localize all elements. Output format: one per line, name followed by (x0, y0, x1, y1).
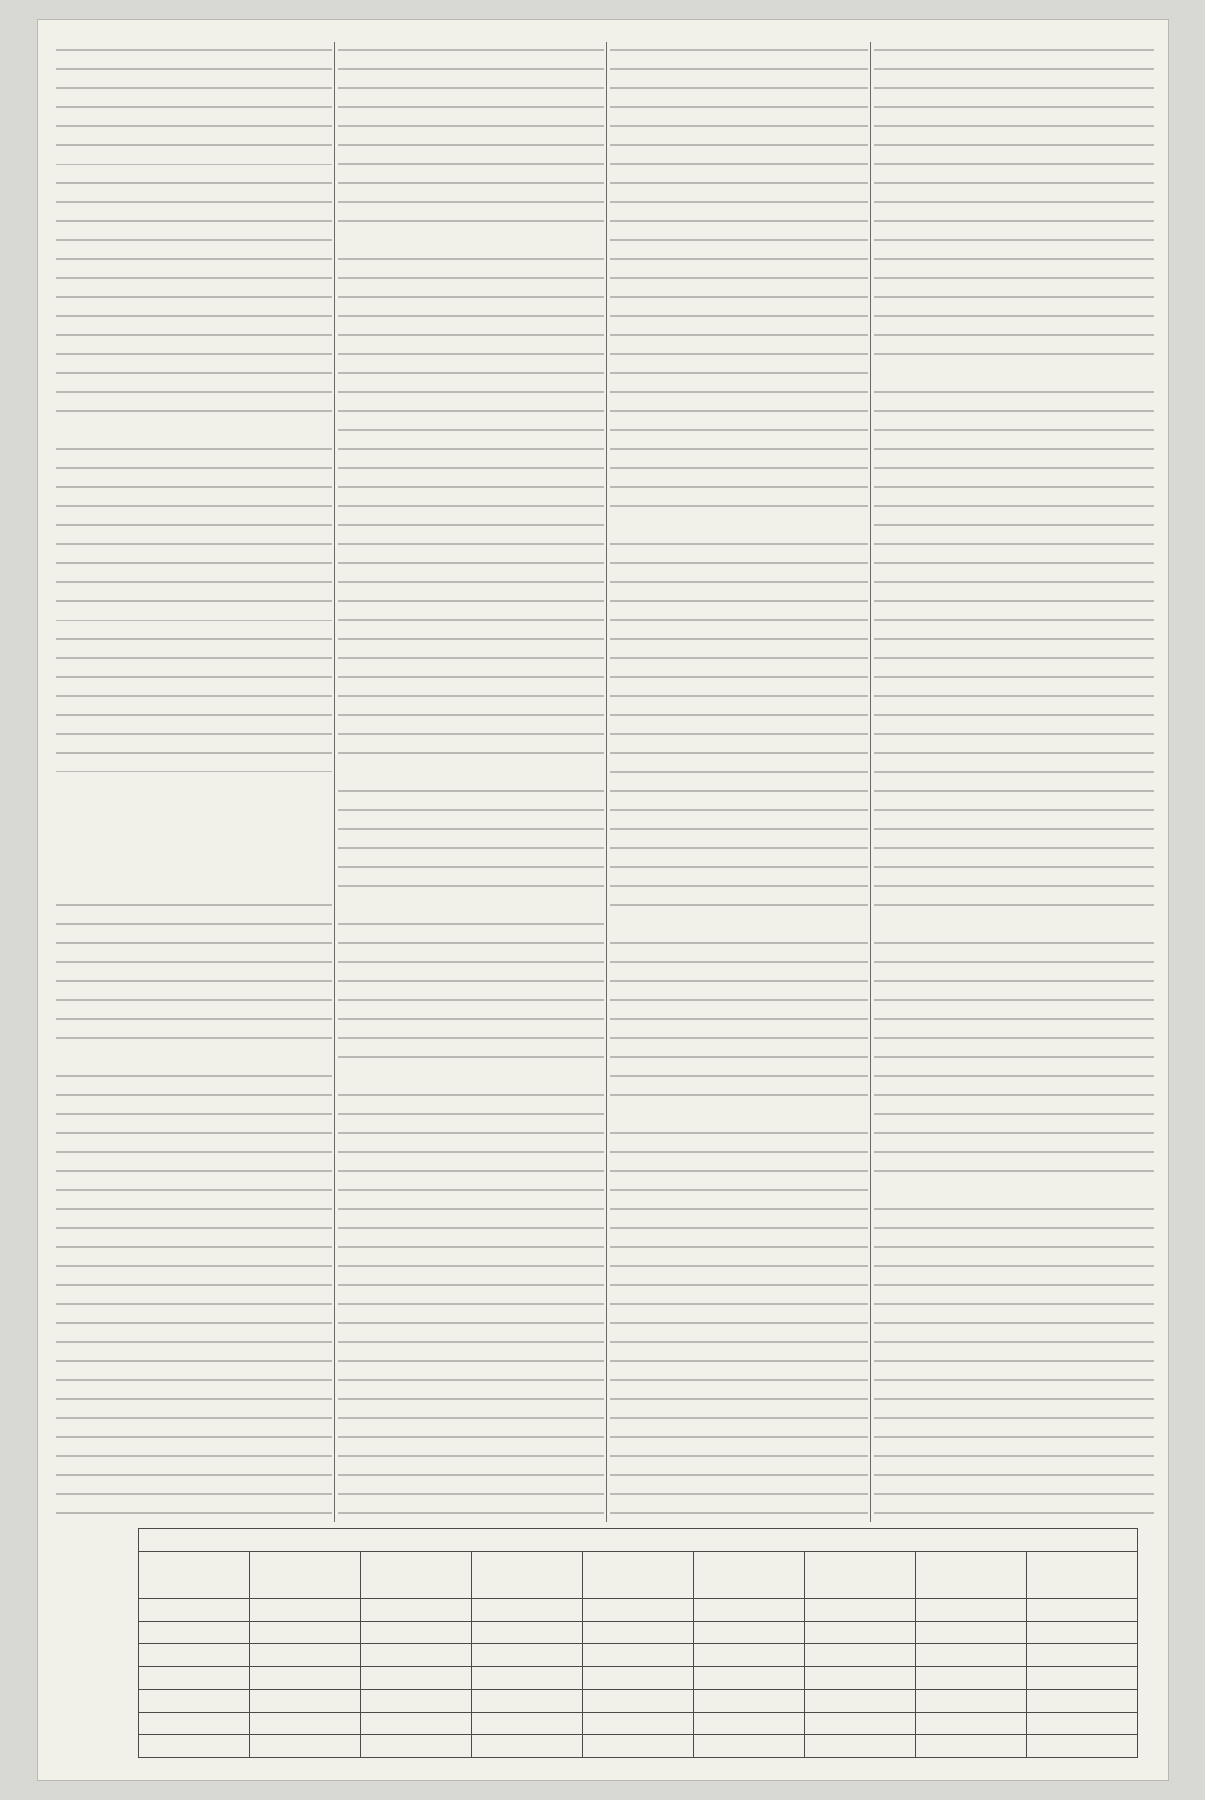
newspaper-page (38, 20, 1168, 1780)
table-unit (250, 1599, 361, 1622)
table-cell (139, 1735, 250, 1758)
text-column-1 (874, 42, 1154, 1522)
table-cell (250, 1667, 361, 1690)
table-cell (916, 1644, 1027, 1667)
table-cell (361, 1644, 472, 1667)
table-row (139, 1621, 1138, 1644)
table-header (694, 1552, 805, 1599)
table-cell (916, 1735, 1027, 1758)
table-cell (583, 1712, 694, 1735)
table-unit (472, 1599, 583, 1622)
table-cell (583, 1735, 694, 1758)
table-unit (805, 1599, 916, 1622)
table-header (139, 1552, 250, 1599)
table-cell (916, 1621, 1027, 1644)
table-cell (472, 1712, 583, 1735)
table-caption-row (139, 1529, 1138, 1552)
table-cell (805, 1712, 916, 1735)
table-header (916, 1552, 1027, 1599)
table-cell (583, 1689, 694, 1712)
table-cell (139, 1644, 250, 1667)
table-cell (361, 1712, 472, 1735)
table-cell (361, 1621, 472, 1644)
table-cell (361, 1735, 472, 1758)
table-unit (361, 1599, 472, 1622)
table-cell (250, 1712, 361, 1735)
table-cell (472, 1689, 583, 1712)
table-cell (250, 1644, 361, 1667)
text-lines (874, 42, 1154, 1522)
table-cell (583, 1667, 694, 1690)
announcements-heading (56, 772, 332, 892)
table-cell (916, 1712, 1027, 1735)
table-row (139, 1712, 1138, 1735)
table-cell (139, 1621, 250, 1644)
table-header-row (139, 1552, 1138, 1599)
table-cell (361, 1689, 472, 1712)
table-cell (805, 1689, 916, 1712)
table-row (139, 1735, 1138, 1758)
table-cell (805, 1621, 916, 1644)
text-column-2 (610, 42, 868, 1522)
table-cell (1027, 1621, 1138, 1644)
column-rule (870, 42, 871, 1522)
table-cell (694, 1621, 805, 1644)
table-cell (250, 1621, 361, 1644)
table-header (1027, 1552, 1138, 1599)
table-cell (250, 1735, 361, 1758)
table-cell (1027, 1644, 1138, 1667)
column-rule (606, 42, 607, 1522)
table-cell (916, 1667, 1027, 1690)
text-column-3 (338, 42, 604, 1522)
table-cell (472, 1644, 583, 1667)
table-cell (1027, 1735, 1138, 1758)
text-lines (338, 42, 604, 1522)
table-unit (583, 1599, 694, 1622)
table-cell (1027, 1689, 1138, 1712)
table-unit (694, 1599, 805, 1622)
table-row (139, 1667, 1138, 1690)
table-cell (472, 1735, 583, 1758)
table-cell (694, 1735, 805, 1758)
table-cell (805, 1735, 916, 1758)
table-cell (472, 1621, 583, 1644)
table-header (472, 1552, 583, 1599)
table-units-row (139, 1599, 1138, 1622)
table-unit (1027, 1599, 1138, 1622)
table-cell (694, 1667, 805, 1690)
table-unit (916, 1599, 1027, 1622)
table-cell (805, 1644, 916, 1667)
table-cell (1027, 1712, 1138, 1735)
table-header (250, 1552, 361, 1599)
table-cell (139, 1712, 250, 1735)
table-cell (139, 1689, 250, 1712)
table-unit (139, 1599, 250, 1622)
table-cell (139, 1667, 250, 1690)
table-cell (694, 1644, 805, 1667)
table-cell (583, 1621, 694, 1644)
table-cell (583, 1644, 694, 1667)
table-cell (250, 1689, 361, 1712)
table-header (805, 1552, 916, 1599)
table-row (139, 1644, 1138, 1667)
table-row (139, 1689, 1138, 1712)
table-cell (805, 1667, 916, 1690)
table-header (583, 1552, 694, 1599)
table-cell (694, 1712, 805, 1735)
table-cell (472, 1667, 583, 1690)
table-cell (694, 1689, 805, 1712)
table-header (361, 1552, 472, 1599)
column-rule (334, 42, 335, 1522)
table-cell (1027, 1667, 1138, 1690)
price-table (138, 1528, 1138, 1758)
table-caption (139, 1529, 1138, 1552)
table-cell (361, 1667, 472, 1690)
table-cell (916, 1689, 1027, 1712)
